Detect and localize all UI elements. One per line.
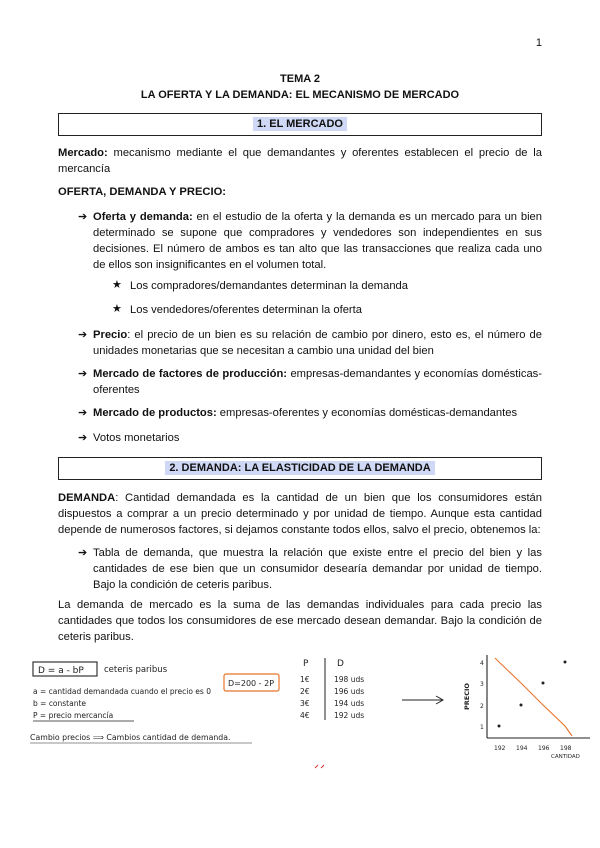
bullet-mercado-factores — [78, 367, 542, 399]
graph-point — [564, 661, 567, 664]
handwritten-notes — [0, 650, 600, 840]
star-text: Los vendedores/oferentes determinan la oferta — [130, 304, 362, 316]
graph-y-tick: 4 — [480, 660, 484, 667]
graph-x-tick: 194 — [516, 745, 528, 752]
graph-x-tick: 196 — [538, 745, 550, 752]
p-definition: P = precio mercancía — [33, 711, 114, 720]
ceteris-text: ceteris paribus — [104, 665, 168, 675]
table-d-1: 198 uds — [334, 675, 365, 684]
table-d-4: 192 uds — [334, 711, 365, 720]
heading-oferta-demanda-precio: OFERTA, DEMANDA Y PRECIO: — [58, 186, 227, 198]
page-number: 1 — [535, 37, 542, 49]
table-col-p: P — [303, 659, 309, 669]
mercado-text: mecanismo mediante el que demandantes y oferentes establecen el precio de la mercancía — [58, 147, 542, 175]
bullet-label: Mercado de productos: — [93, 407, 217, 419]
graph-point — [542, 682, 545, 685]
graph-y-tick: 1 — [480, 724, 484, 731]
star-item-vendedores — [112, 303, 532, 319]
star-item-compradores — [112, 279, 532, 295]
table-d-2: 196 uds — [334, 687, 365, 696]
graph-point — [520, 704, 523, 707]
bullet-mercado-productos — [78, 406, 542, 422]
bullet-text: en el estudio de la oferta y la demanda es un mercado para un bien determinado se supone que compradores y vendedores son independientes en sus decisiones. El número de ambos es tan alto que las transacciones que realiza cada uno de ellos son insignificantes en el volumen total. — [93, 211, 542, 271]
arrow-icon: ➔ — [78, 407, 88, 419]
demanda-label: DEMANDA — [58, 492, 116, 504]
bullet-votos — [78, 431, 542, 447]
star-icon: ★ — [112, 303, 122, 315]
table-p-2: 2€ — [300, 687, 310, 696]
graph-point — [498, 725, 501, 728]
mercado-definition — [58, 146, 542, 178]
star-icon: ★ — [112, 279, 122, 291]
bullet-text: empresas-demandantes y economías domésticas-oferentes — [93, 368, 543, 396]
demanda-definition — [58, 491, 542, 539]
demanda-text: : Cantidad demandada es la cantidad de un bien que los consumidores están dispuestos a comprar a un precio determinado y por unidad de tiempo. Aunque esta cantidad depende de numerosos factores, si dejamos constante todos ellos, salvo el precio, obtenemos la: — [58, 492, 542, 536]
table-d-3: 194 uds — [334, 699, 365, 708]
bullet-precio — [78, 328, 542, 360]
arrow-icon: ➔ — [78, 329, 88, 341]
star-text: Los compradores/demandantes determinan la demanda — [130, 280, 408, 292]
a-definition: a = cantidad demandada cuando el precio es 0 — [33, 687, 211, 696]
bullet-label: Precio — [93, 329, 128, 341]
arrow-icon: ➔ — [78, 432, 88, 444]
bullet-label: Oferta y demanda: — [93, 211, 193, 223]
bullet-tabla-demanda — [78, 546, 542, 594]
title-line-1: TEMA 2 — [280, 73, 320, 85]
section-2-box — [58, 457, 542, 480]
graph-x-tick: 198 — [560, 745, 572, 752]
table-col-d: D — [337, 659, 344, 669]
bullet-text: Tabla de demanda, que muestra la relación que existe entre el precio del bien y las cantidades de ese bien que un consumidor desearía demandar por unidad de tiempo. Bajo la condición de ceteris paribus. — [93, 547, 542, 591]
graph-x-tick: 192 — [494, 745, 506, 752]
b-definition: b = constante — [33, 699, 87, 708]
table-p-4: 4€ — [300, 711, 310, 720]
bullet-text: : el precio de un bien es su relación de cambio por dinero, esto es, el número de unidades monetarias que se necesitan a cambio una unidad del bien — [93, 329, 542, 357]
arrow-icon: ➔ — [78, 547, 88, 559]
graph-y-label: PRECIO — [463, 683, 471, 710]
graph-x-label: CANTIDAD — [551, 754, 580, 760]
table-p-1: 1€ — [300, 675, 310, 684]
section-1-title: 1. EL MERCADO — [253, 117, 347, 131]
table-p-3: 3€ — [300, 699, 310, 708]
mercado-label: Mercado: — [58, 147, 108, 159]
arrow-icon: ➔ — [78, 368, 88, 380]
red-mark — [315, 765, 324, 768]
bullet-label: Mercado de factores de producción: — [93, 368, 288, 380]
arrow-icon: ➔ — [78, 211, 88, 223]
cambio-note: Cambio precios ⟹ Cambios cantidad de demanda. — [30, 733, 231, 742]
orange-formula-text: D=200 - 2P — [228, 679, 275, 688]
section-2-title: 2. DEMANDA: LA ELASTICIDAD DE LA DEMANDA — [165, 461, 434, 475]
bullet-oferta-demanda — [78, 210, 542, 274]
bullet-text: empresas-oferentes y economías domésticas-demandantes — [216, 407, 518, 419]
graph-y-tick: 3 — [480, 681, 484, 688]
bullet-text: Votos monetarios — [93, 432, 180, 444]
demanda-mercado-paragraph: La demanda de mercado es la suma de las demandas individuales para cada precio las cantidades que todos los consumidores de ese mercado desean demandar. Bajo la condición de ceteris paribus. — [58, 599, 542, 643]
graph-y-tick: 2 — [480, 703, 484, 710]
title-line-2: LA OFERTA Y LA DEMANDA: EL MECANISMO DE MERCADO — [140, 89, 460, 101]
demand-curve — [495, 658, 572, 736]
section-1-box — [58, 113, 542, 136]
formula-text: D = a - bP — [38, 666, 84, 676]
